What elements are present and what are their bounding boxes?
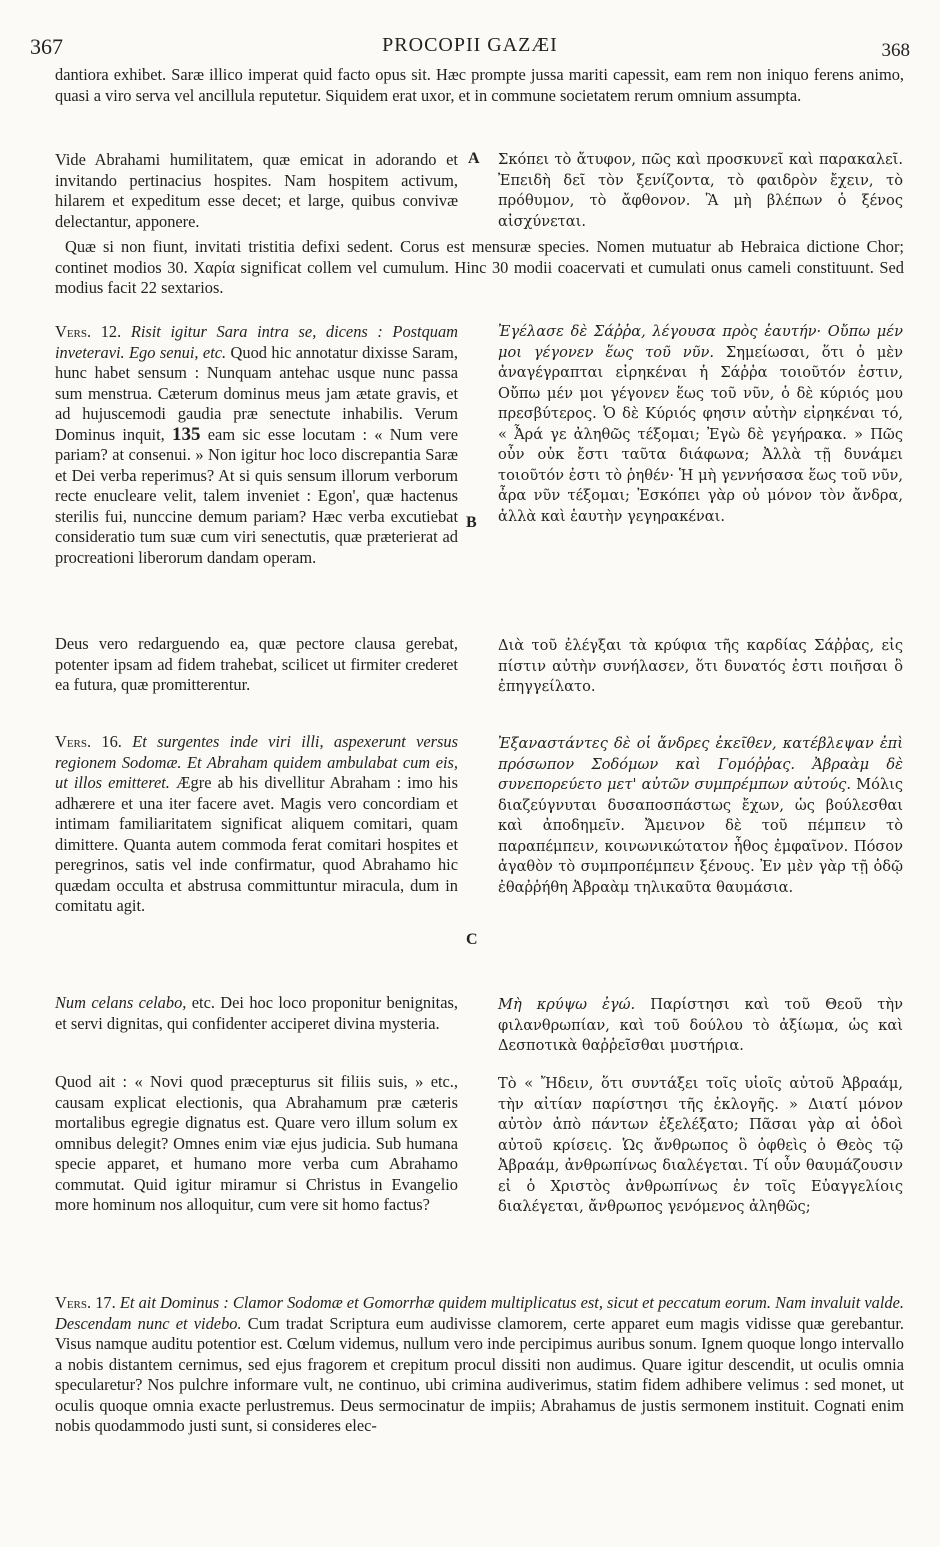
latin-abraham-humility: Vide Abrahami humilitatem, quæ emicat in adorando et invitando pertinacius hospites. Nam hospitem activum, hilarem et expeditum esse decet; et large, quibus convivæ delectantur, apponere. <box>55 150 458 231</box>
vers12-greek-text: Σημείωσαι, ὅτι ὁ μὲν ἀναγέγραπται εἰρηκέναι ἡ Σάῤῥα τοιοῦτόν ἐστιν, Οὔπω μέν μοι γέγονεν ἕως τοῦ νῦν, ὁ δὲ κύριός μου πρεσβύτερος. Ὁ δὲ Κύριός φησιν αὐτὴν εἰρηκέναι τό, « Ἆρά γε ἀληθῶς τέξομαι; Ἐγὼ δὲ γεγήρακα. » Πῶς οὖν οὐκ ἔστι ταῦτα διάφωνα; Ἀλλὰ τῇ δυνάμει τοιοῦτόν ἐστι τὸ ῥηθέν· Ἡ μὴ γεννήσασα ἕως τοῦ νῦν, ἆρα νῦν τέξομαι; Ἐσκόπει γὰρ οὐ μόνον τὸν ἄνδρα, ἀλλὰ καὶ ἑαυτὴν γεγηρακέναι. <box>498 343 904 525</box>
celans-text: etc. Dei hoc loco proponitur benignitas, et servi dignitas, qui confidenter acciperet divina mysteria. <box>55 993 458 1033</box>
latin-deus-redarguendo: Deus vero redarguendo ea, quæ pectore clausa gerebat, potenter ipsam ad fidem trahebat, scilicet ut firmiter crederet ea futura, quæ promitterentur. <box>55 634 458 694</box>
margin-marker-a: A <box>468 150 480 167</box>
vers16-label: Vers. 16. <box>55 732 122 751</box>
right-page-number: 368 <box>881 40 910 61</box>
left-page-number: 367 <box>30 34 63 59</box>
vers12-label: Vers. 12. <box>55 322 122 341</box>
vers12-lemma: Risit igitur Sara intra se, dicens : Postquam inveteravi. Ego senui, etc. <box>55 322 458 362</box>
vers17-label: Vers. 17. <box>55 1293 116 1312</box>
page-header <box>30 34 910 64</box>
greek-num-celans <box>498 995 903 1057</box>
celans-lemma: Num celans celabo, <box>55 993 187 1012</box>
margin-marker-b: B <box>466 514 477 531</box>
vers17-lemma: Et ait Dominus : Clamor Sodomæ et Gomorrhæ quidem multiplicatus est, sicut et peccatum eorum. Nam invaluit valde. Descendam nunc et videbo. <box>55 1293 905 1333</box>
greek-deus-redarguendo: Διὰ τοῦ ἐλέγξαι τὰ κρύφια τῆς καρδίας Σάῤῥας, εἰς πίστιν αὐτὴν συνήλασεν, ὅτι δυνατός ἐστι ποιῆσαι ὃ ἐπηγγείλατο. <box>498 637 903 695</box>
latin-vers16 <box>55 732 458 917</box>
latin-vers17 <box>55 1293 904 1437</box>
latin-num-celans <box>55 993 458 1034</box>
vers17-text: Cum tradat Scriptura eum audivisse clamorem, certe apparet eum magis vidisse quæ gerebantur. Visus namque auditu potentior est. Cœlum videmus, nullum vero inde percipimus auribus sonum. Ignem quoque longo intervallo a nobis distantem cernimus, sed ejus fragorem et crepitum procul dissiti non audimus. Quare igitur descendit, ut oculis omnia specularetur? Nos pulchre informare vult, ne continuo, ubi crimina audiverimus, statim fidem adhibere velimus : sed monet, ut oculis quoque omnia exacte perlustremus. Deus sermocinatur de impiis; Abrahamus de justis sermonem instituit. Cognati enim nobis quodammodo justi sunt, si consideres elec- <box>55 1313 904 1435</box>
vers16-greek-text: Μόλις διαζεύγνυται δυσαποσπάστως ἔχων, ὡς βούλεσθαι καὶ ἀποδημεῖν. Ἄμεινον δὲ τοῦ πέμπειν τὸ παραπέμπειν, κοινωνικώτατον ἦθος ἐμφαῖνον. Πόσον ἀγαθὸν τὸ συμπροπέμπειν ξένους. Ἐν μὲν γὰρ τῇ ὁδῷ ἐθαῤῥήθη Ἀβραὰμ τηλικαῦτα θαυμάσια. <box>498 776 904 896</box>
latin-vers12 <box>55 322 458 568</box>
vers16-lemma: Et surgentes inde viri illi, aspexerunt versus regionem Sodomæ. Et Abraham quidem ambulabat cum eis, ut illos emitteret. <box>55 732 458 792</box>
top-paragraph: dantiora exhibet. Saræ illico imperat quid facto opus sit. Hæc prompte jussa mariti capessit, eam rem non iniquo ferens animo, quasi a viro serva vel ancillula reputetur. Siquidem erat uxor, et in commune societatem rerum omnium assumpta. <box>55 65 904 105</box>
greek-vers12 <box>498 322 903 527</box>
greek-abraham-humility: Σκόπει τὸ ἄτυφον, πῶς καὶ προσκυνεῖ καὶ παρακαλεῖ. Ἐπειδὴ δεῖ τὸν ξενίζοντα, τὸ φαιδρὸν ἔχειν, τὸ πρόθυμον, τὸ ἄφθονον. Ἃ μὴ βλέπων ὁ ξένος αἰσχύνεται. <box>498 151 903 230</box>
column-number: 135 <box>172 423 201 445</box>
celans-greek-lemma: Μὴ κρύψω ἐγώ. <box>498 996 636 1013</box>
vers12-text-b: eam sic esse locutam : « Num vere pariam? at consenui. » Non igitur hoc loco discrepantia Saræ et Dei verba reperimus? At si quis sensum illorum verborum recte enucleare velit, talem inveniet : Egon', quæ hactenus sterilis fui, nunccine demum pariam? Hæc verba excutiebat consideratio tum suæ cum viri senectutis, quæ præterierat ad procreationi liberorum dandam operam. <box>55 424 458 567</box>
vers16-greek-lemma: Ἐξαναστάντες δὲ οἱ ἄνδρες ἐκεῖθεν, κατέβλεψαν ἐπὶ πρόσωπον Σοδόμων καὶ Γομόῤῥας. Ἀβραὰμ δὲ συνεπορεύετο μετ' αὐτῶν συμπρέμπων αὐτούς. <box>498 735 903 793</box>
margin-marker-c: C <box>466 931 478 948</box>
running-title: PROCOPII GAZÆI <box>382 34 558 56</box>
latin-quod-ait: Quod ait : « Novi quod præcepturus sit filiis suis, » etc., causam explicat electionis, qua Abrahamum præ cæteris mortalibus egregie dignatus est. Quare vero illum solum ex omnibus delegit? Omnes enim viæ ejus judicia. Sub humana specie apparet, et humano more verba cum Abrahamo commutat. Quid igitur miramur si Christus in Evangelio more hominum nos alloquitur, cum vere sit homo factus? <box>55 1072 458 1214</box>
vers12-greek-lemma: Ἐγέλασε δὲ Σάῤῥα, λέγουσα πρὸς ἑαυτήν· Οὔπω μέν μοι γέγονεν ἕως τοῦ νῦν. <box>498 323 903 361</box>
celans-greek-text: Παρίστησι καὶ τοῦ Θεοῦ τὴν φιλανθρωπίαν, καὶ τοῦ δούλου τὸ ἀξίωμα, ὡς καὶ Δεσποτικὰ θαῤῥεῖσθαι μυστήρια. <box>498 996 903 1054</box>
paragraph-corus: Quæ si non fiunt, invitati tristitia defixi sedent. Corus est mensuræ species. Nomen mutuatur ab Hebraica dictione Chor; continet modios 30. Χαρία significat collem vel cumulum. Hinc 30 modii coacervati et cumulati onus cameli constituunt. Sed modius facit 22 sextarios. <box>55 237 904 297</box>
vers16-text: Ægre ab his divellitur Abraham : imo his adhærere et una iter facere avet. Magis vero concordiam et intimam familiaritatem significat aliquem comitari, quam dimittere. Quanta autem commoda ferat comitari hospites et peregrinos, satis vel inde confirmatur, quod Abrahamo hic quædam occulta et abstrusa committuntur miracula, dum in comitatu agit. <box>55 773 458 915</box>
greek-quod-ait: Τὸ « Ἤδειν, ὅτι συντάξει τοῖς υἱοῖς αὐτοῦ Ἀβραάμ, τὴν αἰτίαν παρίστησι τῆς ἐκλογῆς. » Διατί μόνον αὐτὸν ἀπὸ πάντων ἐξελέξατο; Πᾶσαι γὰρ αἱ ὁδοὶ αὐτοῦ κρίσεις. Ὡς ἄνθρωπος ὃ ὀφθεὶς ὁ Θεὸς τῷ Ἀβραάμ, ἀνθρωπίνως διαλέγεται. Τί οὖν θαυμάζουσιν εἰ ὁ Χριστὸς ἀνθρωπίνως ἐν τοῖς Εὐαγγελίοις διαλέγεται, ἄνθρωπος γενόμενος ἀληθῶς; <box>498 1075 903 1215</box>
greek-vers16 <box>498 734 903 898</box>
vers12-text-a: Quod hic annotatur dixisse Saram, hunc habet sensum : Nunquam antehac usque nunc passa sum menstrua. Cæterum dominus meus jam ætate gravis, et ad hujuscemodi gaudia præ senectute inhabilis. Verum Dominus inquit, <box>55 342 458 444</box>
